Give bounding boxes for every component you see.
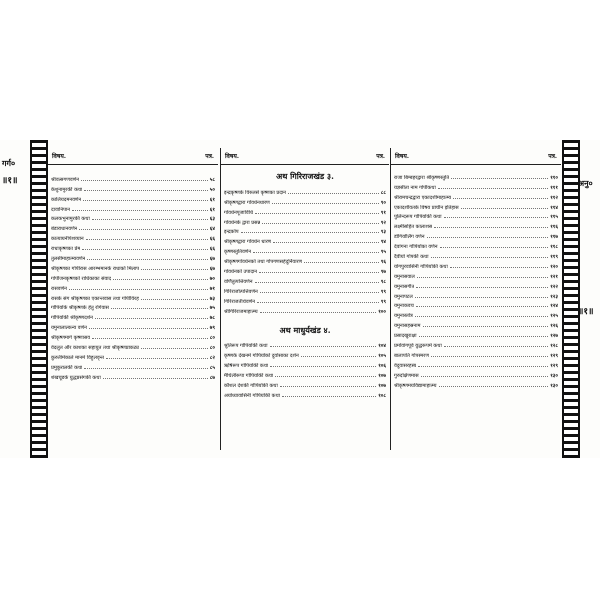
entry-title: वेदलुत और काशका सहायुत तथा श्रीकृष्णप्राकट्य: [51, 345, 139, 352]
entry-title: कलकभुनामुरकी कथा: [51, 216, 90, 223]
index-entry: [391, 240, 561, 250]
index-entry: [48, 193, 218, 203]
index-columns: [48, 148, 560, 450]
index-column-3: [390, 148, 561, 450]
index-entry: [221, 369, 389, 379]
entry-title: यज्ञसीता नाम गोपीकथा: [394, 184, 436, 191]
leader-dots: [416, 287, 548, 288]
index-entry: [221, 255, 389, 265]
entry-page-number: ६१: [209, 196, 215, 203]
entry-title: श्रीरामचन्द्रद्वारा एकादशीमाहात्म्य: [394, 194, 452, 201]
entry-page-number: १२३: [550, 293, 558, 300]
leader-dots: [82, 249, 207, 250]
column-header: [221, 148, 389, 165]
entry-page-number: ११६: [550, 224, 558, 231]
entry-title: कालियदमनवर्णन: [51, 196, 82, 203]
leader-dots: [141, 269, 208, 270]
entry-page-number: १२४: [550, 303, 558, 310]
entry-title: श्रीवत्सगणवर्णन: [51, 176, 80, 183]
leader-dots: [304, 262, 379, 263]
index-entry: [48, 232, 218, 242]
subject-header: विषय.: [52, 153, 66, 160]
index-entry: [391, 220, 561, 230]
leader-dots: [282, 396, 376, 397]
index-entry: [391, 379, 561, 389]
entry-page-number: १२२: [550, 283, 558, 290]
left-ornamental-border: [30, 140, 48, 458]
entry-page-number: १०६: [378, 363, 386, 370]
entry-title: पुलिन्दरूप गोपियोंकी कथा: [394, 214, 442, 221]
leader-dots: [461, 208, 549, 209]
leader-dots: [415, 316, 548, 317]
leader-dots: [440, 247, 549, 248]
index-entry: [221, 226, 389, 236]
index-entry: [48, 272, 218, 282]
leader-dots: [416, 306, 548, 307]
entry-page-number: ९४: [380, 239, 386, 246]
leader-dots: [431, 257, 549, 258]
index-entry: [221, 295, 389, 305]
entry-page-number: १३०: [550, 372, 558, 379]
entry-page-number: ११४: [550, 204, 558, 211]
entry-title: रासवर्णन: [51, 285, 67, 292]
page-header: पत्र.: [548, 153, 557, 160]
entry-page-number: ८५: [209, 364, 215, 371]
index-column-2: [220, 148, 389, 450]
entry-title: प्रसादखुराक्षा: [394, 333, 417, 340]
entry-list: [221, 340, 389, 399]
entry-page-number: १११: [550, 184, 558, 191]
index-entry: [391, 230, 561, 240]
index-entry: [391, 260, 561, 270]
index-entry: [48, 203, 218, 213]
entry-page-number: ११२: [550, 194, 558, 201]
entry-title: गोवर्धनके द्वारा प्रसन्न: [224, 219, 261, 226]
entry-page-number: ९१: [380, 209, 386, 216]
leader-dots: [423, 326, 549, 327]
entry-page-number: ९९: [380, 288, 386, 295]
column-header: [48, 148, 218, 165]
entry-title: गिरिराजोत्पत्तिवर्णन: [224, 288, 258, 295]
entry-page-number: ६६: [209, 246, 215, 253]
entry-title: गोवर्धनपूजाविधि: [224, 209, 254, 216]
index-entry: [391, 349, 561, 359]
index-entry: [391, 309, 561, 319]
entry-page-number: ११०: [550, 174, 558, 181]
leader-dots: [255, 282, 379, 283]
index-entry: [48, 242, 218, 252]
entry-title: यमुनासहस्रनाम: [394, 323, 421, 330]
entry-title: कौशल देशकी गोपियोंकी कथा: [224, 383, 278, 390]
entry-title: यमुनालाल्कन्य वर्णन: [51, 325, 87, 332]
index-entry: [391, 171, 561, 181]
leader-dots: [453, 198, 548, 199]
entry-page-number: १०७: [378, 383, 386, 390]
leader-dots: [79, 229, 207, 230]
leader-dots: [431, 356, 548, 357]
entry-title: गुरुदक्षिणमास: [394, 372, 419, 379]
entry-page-number: ६७: [209, 256, 215, 263]
leader-dots: [417, 277, 548, 278]
leader-dots: [103, 378, 208, 379]
index-entry: [221, 235, 389, 245]
entry-page-number: ९९: [380, 298, 386, 305]
leader-dots: [241, 232, 379, 233]
leader-dots: [419, 336, 549, 337]
book-page: [0, 140, 600, 458]
index-entry: [48, 262, 218, 272]
entry-list: [221, 186, 389, 315]
leader-dots: [72, 210, 208, 211]
entry-title: केशुनामुरकी कथा: [51, 186, 83, 193]
entry-title: श्रीकृष्णगोवर्धनको तथा गोपगणसहेदुर्निवारण: [224, 259, 303, 266]
entry-title: बंडाराधानवर्णन: [51, 226, 78, 233]
index-entry: [221, 216, 389, 226]
entry-page-number: १०४: [378, 343, 386, 350]
index-entry: [48, 361, 218, 371]
entry-page-number: ९२: [380, 219, 386, 226]
leader-dots: [301, 356, 376, 357]
index-entry: [391, 319, 561, 329]
subject-header: विषय.: [395, 153, 409, 160]
entry-page-number: ८०: [209, 345, 215, 352]
index-entry: [48, 371, 218, 381]
leader-dots: [113, 279, 208, 280]
entry-page-number: ५८: [209, 176, 215, 183]
section-title: अथ गिरिराजखंड ३.: [276, 171, 334, 181]
entry-title: गोवर्धनको उपादान: [224, 269, 258, 276]
entry-title: यमुनापटल: [394, 293, 413, 300]
leader-dots: [84, 368, 207, 369]
entry-title: कृष्णके देखनमे गोपियोंको दुर्वासाका दर्शन: [224, 353, 299, 360]
entry-page-number: ९६: [380, 259, 386, 266]
entry-title: लक्ष्मीसहित कालाशस: [394, 224, 433, 231]
entry-page-number: १२०: [550, 263, 558, 270]
entry-page-number: ९३: [380, 229, 386, 236]
leader-dots: [439, 386, 549, 387]
leader-dots: [92, 338, 208, 339]
entry-page-number: १२९: [550, 352, 558, 359]
leader-dots: [444, 346, 548, 347]
index-entry: [391, 329, 561, 339]
leader-dots: [415, 297, 548, 298]
index-entry: [391, 359, 561, 369]
left-margin-title: गर्ग०: [2, 158, 16, 168]
index-entry: [48, 213, 218, 223]
entry-page-number: ५०: [209, 186, 215, 193]
entry-title: श्रीकृष्णमयविद्यामाहात्म्य: [394, 382, 437, 389]
leader-dots: [255, 213, 379, 214]
entry-page-number: ८७: [209, 374, 215, 381]
index-entry: [48, 173, 218, 183]
leader-dots: [257, 302, 379, 303]
entry-title: श्रीकृष्णका गोपीरास आरम्भमानके राधाको मिलाप: [51, 265, 140, 272]
index-entry: [391, 250, 561, 260]
entry-title: बालापति गोपस्मरण: [394, 352, 429, 359]
entry-title: गोपियोंके श्रीकृष्णके हेतु रोगेवास: [51, 305, 109, 312]
entry-page-number: ११५: [550, 214, 558, 221]
leader-dots: [87, 259, 207, 260]
index-entry: [221, 275, 389, 285]
leader-dots: [92, 219, 208, 220]
leader-dots: [141, 299, 208, 300]
entry-title: श्रुतिरूप गोपियोंकी कथा: [224, 343, 268, 350]
index-entry: [391, 369, 561, 379]
entry-page-number: ६७: [209, 265, 215, 272]
index-entry: [221, 389, 389, 399]
entry-title: दैवीयो गोपकी कथा: [394, 254, 429, 261]
entry-title: श्रीकृष्णद्वारा गोवर्धनधारण: [224, 199, 270, 206]
entry-page-number: ११९: [550, 254, 558, 261]
entry-title: अयोध्यावासिनी गोपियोंकी कथा: [224, 392, 280, 399]
page-header: पत्र.: [205, 153, 214, 160]
entry-page-number: १२६: [550, 323, 558, 330]
leader-dots: [260, 312, 377, 313]
entry-title: रासके संग श्रीकृष्णका एकान्तवास तथा गोपीविरह: [51, 295, 139, 302]
right-margin-number: ॥१॥: [578, 307, 594, 317]
entry-page-number: १२८: [550, 343, 558, 350]
entry-page-number: १२५: [550, 313, 558, 320]
leader-dots: [438, 188, 548, 189]
leader-dots: [86, 239, 208, 240]
leader-dots: [69, 289, 208, 290]
entry-page-number: ७१: [209, 285, 215, 292]
entry-title: यमुनाकवच: [394, 303, 414, 310]
entry-page-number: ७०: [209, 275, 215, 282]
index-entry: [48, 331, 218, 341]
index-entry: [48, 222, 218, 232]
entry-title: इन्द्रकोप: [224, 229, 239, 236]
leader-dots: [275, 376, 376, 377]
entry-title: गोपीजनकृष्णको राधिकाका संवाद: [51, 275, 112, 282]
index-entry: [48, 252, 218, 262]
leader-dots: [288, 193, 379, 194]
entry-page-number: ६४: [209, 226, 215, 233]
entry-page-number: १२१: [550, 273, 558, 280]
leader-dots: [270, 366, 376, 367]
leader-dots: [273, 242, 378, 243]
entry-title: कात्यायनीपेशव्यान: [51, 236, 84, 243]
leader-dots: [451, 178, 548, 179]
entry-page-number: ११८: [550, 244, 558, 251]
leader-dots: [259, 272, 379, 273]
subject-header: विषय.: [225, 153, 239, 160]
entry-page-number: ९७: [380, 269, 386, 276]
entry-page-number: ६६: [209, 236, 215, 243]
index-entry: [48, 321, 218, 331]
entry-page-number: १००: [378, 308, 386, 315]
entry-page-number: ७८: [209, 315, 215, 322]
entry-title: राधाकृष्णका प्रेम: [51, 246, 81, 253]
entry-page-number: १२९: [550, 362, 558, 369]
index-entry: [48, 341, 218, 351]
entry-title: देवांगना गोपियोंका वर्णन: [394, 244, 438, 251]
leader-dots: [253, 252, 379, 253]
entry-title: गिरिराजतीर्थवर्णन: [224, 298, 256, 305]
entry-page-number: १०७: [378, 373, 386, 380]
entry-page-number: ९५: [380, 249, 386, 256]
column-header: [391, 148, 561, 165]
index-column-1: [48, 148, 218, 450]
index-entry: [221, 285, 389, 295]
section-title: अथ माधुर्यखंड ४.: [279, 324, 331, 335]
entry-page-number: ८०: [209, 335, 215, 342]
entry-page-number: ११७: [550, 234, 558, 241]
leader-dots: [106, 358, 208, 359]
leader-dots: [280, 386, 376, 387]
entry-title: गोपियोंकी श्रीकृष्णदर्शन: [51, 315, 93, 322]
entry-title: यमुनासगीत: [394, 283, 415, 290]
index-entry: [391, 211, 561, 221]
entry-title: योगपुरवासिनी गोपियोंकी कथा: [394, 263, 448, 270]
index-entry: [221, 245, 389, 255]
entry-title: कुरुतीमेकाले मानमे विहुलवृन्त: [51, 354, 105, 361]
index-entry: [391, 290, 561, 300]
entry-title: डोगियोलिंग वर्णन: [394, 234, 425, 241]
entry-title: प्रमुकुरालकी कथा: [51, 364, 83, 371]
index-entry: [221, 340, 389, 350]
entry-title: श्रीकृष्णमार्ग कृष्णासव: [51, 335, 91, 342]
index-entry: [221, 349, 389, 359]
leader-dots: [111, 308, 208, 309]
entry-title: ऋषिरूप गोपियोंकी कथा: [224, 363, 269, 370]
entry-title: वर्णितुत्पत्तिवर्णन: [224, 278, 253, 285]
entry-title: कृष्णस्तुतिवर्णन: [224, 249, 252, 256]
leader-dots: [84, 190, 207, 191]
entry-title: इन्द्रकृष्णके विरुलसे कृष्णका प्रदान: [224, 189, 286, 196]
leader-dots: [262, 223, 378, 224]
index-entry: [391, 191, 561, 201]
index-entry: [48, 292, 218, 302]
index-entry: [221, 359, 389, 369]
index-entry: [391, 181, 561, 191]
leader-dots: [421, 376, 549, 377]
index-entry: [221, 206, 389, 216]
entry-title: वेदुवासरहस्य: [394, 362, 417, 369]
entry-title: यमुनास्तोत्र: [394, 313, 413, 320]
index-entry: [391, 270, 561, 280]
entry-page-number: ७३: [209, 295, 215, 302]
entry-title: राजा बिम्बहरद्वारा श्रीकृष्णस्तुति: [394, 174, 450, 181]
entry-title: तुलसीमाहात्म्यवर्णन: [51, 256, 86, 263]
leader-dots: [434, 227, 548, 228]
entry-title: प्रमोवांगपूर्व युद्धरूपमे कथा: [394, 343, 442, 350]
entry-page-number: ८८: [380, 189, 386, 196]
entry-page-number: ६१: [209, 206, 215, 213]
entry-page-number: ९०: [380, 199, 386, 206]
entry-page-number: १०५: [378, 353, 386, 360]
index-entry: [48, 282, 218, 292]
index-entry: [221, 186, 389, 196]
index-entry: [48, 302, 218, 312]
index-entry: [391, 300, 561, 310]
right-margin-title: अनु०: [578, 178, 593, 188]
index-entry: [391, 280, 561, 290]
leader-dots: [81, 180, 208, 181]
index-entry: [221, 265, 389, 275]
entry-title: एकादशीवतके विषय प्राचीन इतिहास: [394, 204, 459, 211]
leader-dots: [95, 318, 208, 319]
leader-dots: [89, 328, 208, 329]
page-header: पत्र.: [376, 153, 385, 160]
leader-dots: [418, 366, 548, 367]
entry-list: [391, 171, 561, 389]
entry-page-number: ६३: [209, 216, 215, 223]
leader-dots: [450, 267, 548, 268]
entry-list: [48, 173, 218, 381]
index-entry: [391, 201, 561, 211]
entry-page-number: ७५: [209, 305, 215, 312]
index-entry: [221, 196, 389, 206]
index-entry: [48, 351, 218, 361]
leader-dots: [272, 203, 379, 204]
index-entry: [221, 305, 389, 315]
leader-dots: [270, 346, 377, 347]
leader-dots: [427, 237, 549, 238]
entry-title: यमुनासवाल: [394, 273, 415, 280]
left-margin-number: ॥१॥: [2, 176, 18, 186]
index-entry: [48, 183, 218, 193]
leader-dots: [83, 200, 207, 201]
entry-title: श्रीकृष्णद्वारा गोवर्धन धारण: [224, 239, 272, 246]
entry-title: श्रीगिरिराजमाहात्म्य: [224, 308, 258, 315]
entry-page-number: ९८: [380, 278, 386, 285]
index-entry: [48, 311, 218, 321]
index-entry: [391, 339, 561, 349]
entry-page-number: ७९: [209, 325, 215, 332]
index-entry: [221, 379, 389, 389]
entry-title: दावानिपान: [51, 206, 71, 213]
leader-dots: [260, 292, 379, 293]
leader-dots: [444, 217, 549, 218]
entry-page-number: ८२: [209, 354, 215, 361]
entry-page-number: १३०: [550, 382, 558, 389]
entry-title: मैथिलीरूपा गोपियोंकी कथा: [224, 373, 274, 380]
entry-title: शंखचूडके युद्धप्रसंगकी कथा: [51, 374, 101, 381]
leader-dots: [141, 348, 208, 349]
entry-page-number: १२७: [550, 333, 558, 340]
entry-page-number: १०८: [378, 392, 386, 399]
